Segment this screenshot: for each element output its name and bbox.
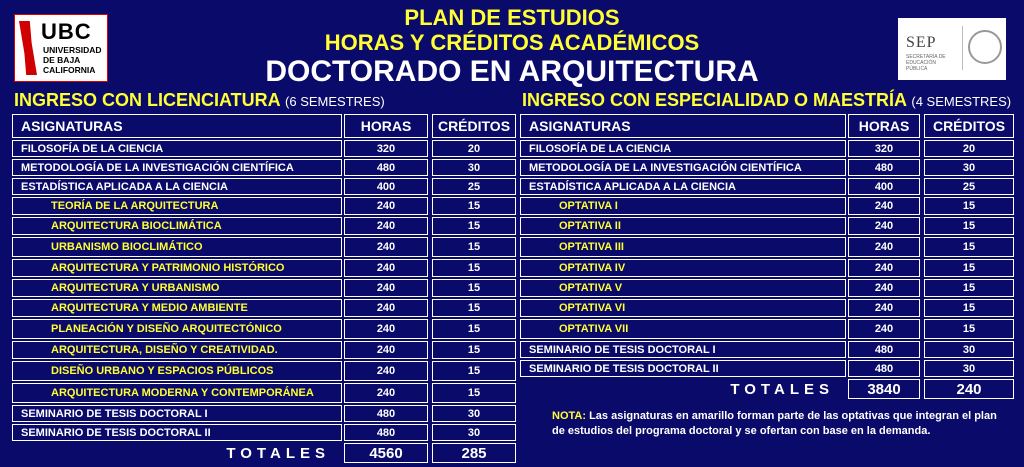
credits-cell: 15 (432, 197, 516, 215)
subject-cell: ESTADÍSTICA APLICADA A LA CIENCIA (12, 178, 342, 195)
credits-cell: 15 (432, 319, 516, 339)
hours-cell: 240 (848, 197, 920, 215)
left-section-title: INGRESO CON LICENCIATURA (6 SEMESTRES) (14, 90, 385, 110)
header-credits: CRÉDITOS (432, 114, 516, 138)
credits-cell: 15 (924, 197, 1014, 215)
subject-cell: OPTATIVA VII (520, 319, 846, 339)
subject-cell: SEMINARIO DE TESIS DOCTORAL I (520, 341, 846, 358)
subject-cell: METODOLOGÍA DE LA INVESTIGACIÓN CIENTÍFICA (520, 159, 846, 176)
credits-cell: 20 (924, 140, 1014, 157)
footnote-text: Las asignaturas en amarillo forman parte de las optativas que integran el plan de estudios del programa doctoral y se ofertan con base en la demanda. (552, 410, 997, 437)
left-semesters: (6 SEMESTRES) (285, 94, 385, 109)
credits-cell: 15 (924, 279, 1014, 297)
header-subject: ASIGNATURAS (12, 114, 342, 138)
subject-cell: METODOLOGÍA DE LA INVESTIGACIÓN CIENTÍFICA (12, 159, 342, 176)
subject-cell: ESTADÍSTICA APLICADA A LA CIENCIA (520, 178, 846, 195)
plan-title: PLAN DE ESTUDIOS (404, 5, 620, 30)
subject-cell: TEORÍA DE LA ARQUITECTURA (12, 197, 342, 215)
credits-cell: 30 (432, 159, 516, 176)
plan-subtitle: HORAS Y CRÉDITOS ACADÉMICOS (324, 30, 700, 55)
right-semesters: (4 SEMESTRES) (911, 94, 1012, 109)
credits-cell: 15 (924, 299, 1014, 317)
credits-cell: 15 (432, 361, 516, 381)
subject-cell: OPTATIVA V (520, 279, 846, 297)
credits-cell: 25 (924, 178, 1014, 195)
subject-cell: URBANISMO BIOCLIMÁTICO (12, 237, 342, 257)
subject-cell: SEMINARIO DE TESIS DOCTORAL I (12, 405, 342, 422)
hours-cell: 480 (344, 159, 428, 176)
hours-cell: 480 (848, 159, 920, 176)
hours-cell: 240 (344, 217, 428, 235)
subject-cell: OPTATIVA IV (520, 259, 846, 277)
subject-cell: PLANEACIÓN Y DISEÑO ARQUITECTÓNICO (12, 319, 342, 339)
credits-cell: 15 (432, 237, 516, 257)
credits-cell: 15 (924, 319, 1014, 339)
totals-label: TOTALES (730, 380, 834, 398)
hours-cell: 240 (848, 279, 920, 297)
credits-cell: 30 (924, 159, 1014, 176)
subject-cell: OPTATIVA III (520, 237, 846, 257)
subject-cell: ARQUITECTURA BIOCLIMÁTICA (12, 217, 342, 235)
footnote (552, 409, 1002, 439)
credits-cell: 15 (924, 217, 1014, 235)
credits-cell: 15 (432, 299, 516, 317)
hours-cell: 480 (344, 405, 428, 422)
credits-cell: 30 (432, 405, 516, 422)
footnote-label: NOTA: (552, 410, 587, 422)
hours-cell: 240 (344, 259, 428, 277)
ubc-logo-subtitle: UNIVERSIDAD DE BAJA CALIFORNIA (43, 45, 102, 75)
credits-cell: 30 (924, 341, 1014, 358)
hours-cell: 240 (344, 237, 428, 257)
credits-cell: 25 (432, 178, 516, 195)
credits-cell: 30 (432, 424, 516, 441)
sep-logo-subtitle: SECRETARÍA DE EDUCACIÓN PÚBLICA (906, 54, 946, 72)
total-credits: 240 (924, 379, 1014, 399)
subject-cell: ARQUITECTURA Y MEDIO AMBIENTE (12, 299, 342, 317)
hours-cell: 240 (344, 319, 428, 339)
credits-cell: 30 (924, 360, 1014, 377)
hours-cell: 240 (344, 341, 428, 359)
hours-cell: 480 (848, 341, 920, 358)
subject-cell: SEMINARIO DE TESIS DOCTORAL II (12, 424, 342, 441)
hours-cell: 240 (848, 319, 920, 339)
program-title: DOCTORADO EN ARQUITECTURA (265, 55, 759, 88)
credits-cell: 20 (432, 140, 516, 157)
header-credits: CRÉDITOS (924, 114, 1014, 138)
total-credits: 285 (432, 443, 516, 463)
credits-cell: 15 (432, 279, 516, 297)
credits-cell: 15 (432, 341, 516, 359)
hours-cell: 480 (344, 424, 428, 441)
hours-cell: 240 (848, 217, 920, 235)
total-hours: 4560 (344, 443, 428, 463)
hours-cell: 400 (848, 178, 920, 195)
sep-logo-text: SEP (906, 34, 937, 51)
hours-cell: 240 (848, 299, 920, 317)
header-hours: HORAS (344, 114, 428, 138)
credits-cell: 15 (432, 217, 516, 235)
credits-cell: 15 (432, 383, 516, 403)
subject-cell: OPTATIVA VI (520, 299, 846, 317)
subject-cell: ARQUITECTURA Y PATRIMONIO HISTÓRICO (12, 259, 342, 277)
right-section-title: INGRESO CON ESPECIALIDAD O MAESTRÍA (4 SEMESTRES) (522, 90, 1012, 110)
subject-cell: SEMINARIO DE TESIS DOCTORAL II (520, 360, 846, 377)
hours-cell: 240 (344, 383, 428, 403)
subject-cell: DISEÑO URBANO Y ESPACIOS PÚBLICOS (12, 361, 342, 381)
ubc-logo-text: UBC (41, 19, 92, 44)
hours-cell: 320 (344, 140, 428, 157)
hours-cell: 240 (344, 197, 428, 215)
hours-cell: 240 (848, 259, 920, 277)
credits-cell: 15 (924, 259, 1014, 277)
hours-cell: 480 (848, 360, 920, 377)
hours-cell: 240 (344, 299, 428, 317)
subject-cell: ARQUITECTURA Y URBANISMO (12, 279, 342, 297)
hours-cell: 240 (344, 279, 428, 297)
hours-cell: 320 (848, 140, 920, 157)
credits-cell: 15 (924, 237, 1014, 257)
subject-cell: FILOSOFÍA DE LA CIENCIA (12, 140, 342, 157)
subject-cell: OPTATIVA II (520, 217, 846, 235)
subject-cell: ARQUITECTURA MODERNA Y CONTEMPORÁNEA (12, 383, 342, 403)
total-hours: 3840 (848, 379, 920, 399)
hours-cell: 400 (344, 178, 428, 195)
hours-cell: 240 (344, 361, 428, 381)
hours-cell: 240 (848, 237, 920, 257)
totals-label: TOTALES (226, 444, 330, 462)
header-subject: ASIGNATURAS (520, 114, 846, 138)
header-hours: HORAS (848, 114, 920, 138)
credits-cell: 15 (432, 259, 516, 277)
subject-cell: OPTATIVA I (520, 197, 846, 215)
subject-cell: ARQUITECTURA, DISEÑO Y CREATIVIDAD. (12, 341, 342, 359)
subject-cell: FILOSOFÍA DE LA CIENCIA (520, 140, 846, 157)
